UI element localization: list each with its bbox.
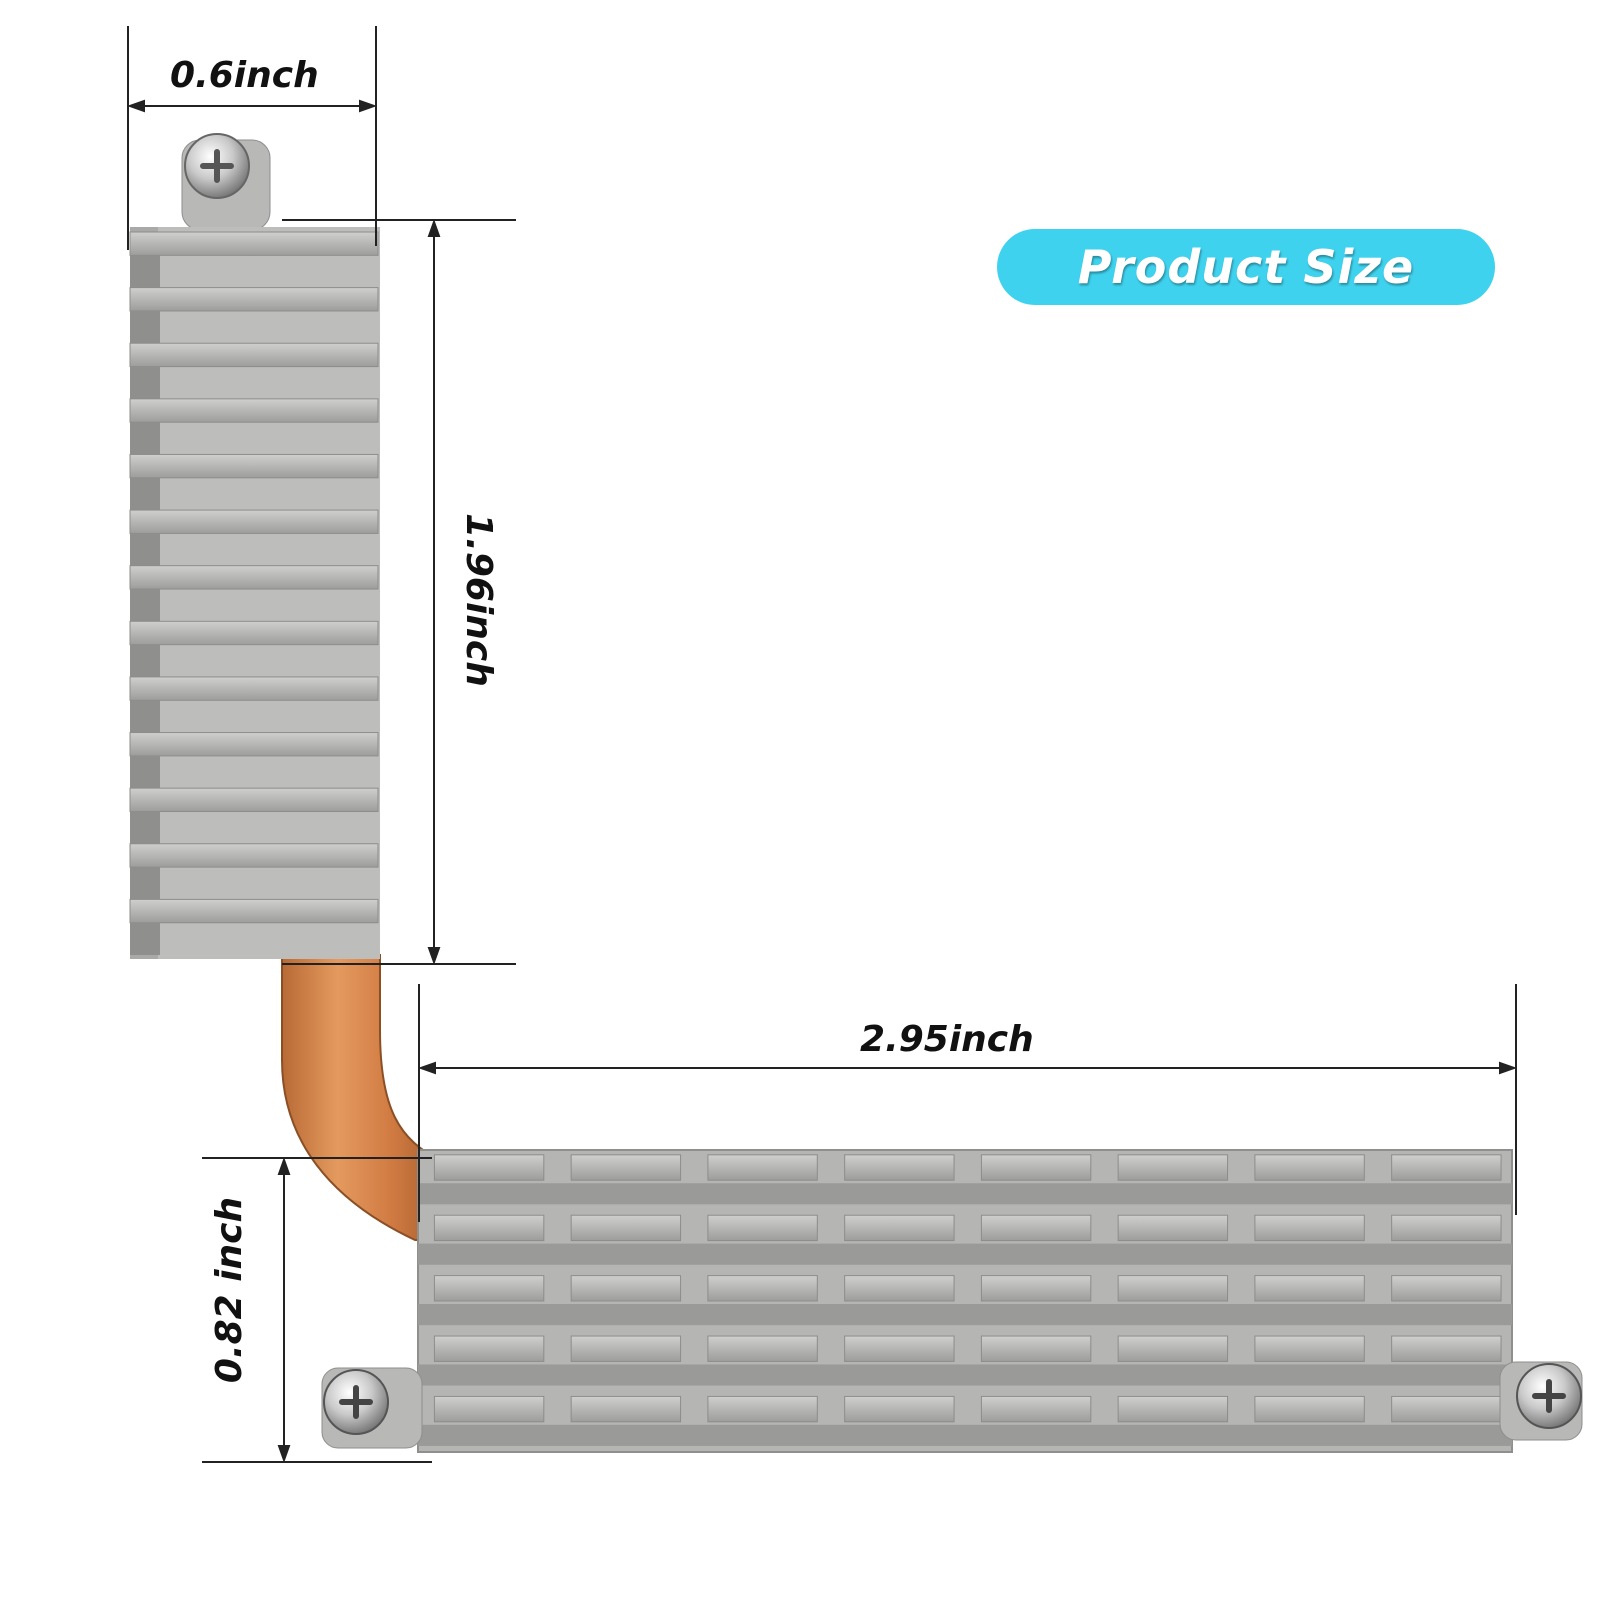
- horizontal-fin-block: [434, 1276, 543, 1301]
- vertical-fin-shadow: [130, 367, 160, 399]
- horizontal-fin-block: [845, 1215, 954, 1240]
- horizontal-fin-block: [1255, 1396, 1364, 1421]
- vertical-fin: [130, 677, 378, 700]
- horizontal-fin-groove: [418, 1425, 1512, 1446]
- product-size-badge: [997, 229, 1495, 305]
- vertical-fin: [130, 232, 378, 255]
- horizontal-fin-block: [708, 1396, 817, 1421]
- vertical-fin-shadow: [130, 756, 160, 788]
- horizontal-fin-block: [1255, 1155, 1364, 1180]
- vertical-fin-shadow: [130, 923, 160, 955]
- vertical-fin-shadow: [130, 255, 160, 287]
- vertical-fin-shadow: [130, 422, 160, 454]
- vertical-fin: [130, 343, 378, 366]
- vertical-height-label: 1.96inch: [458, 513, 499, 687]
- horizontal-fin-block: [571, 1215, 680, 1240]
- horizontal-length-label: 2.95inch: [860, 1019, 1034, 1060]
- vertical-fin-shadow: [130, 645, 160, 677]
- horizontal-fin-block: [1392, 1336, 1501, 1361]
- vertical-fin: [130, 510, 378, 533]
- horizontal-fin-block: [571, 1336, 680, 1361]
- horizontal-fin-block: [981, 1155, 1090, 1180]
- vertical-fin: [130, 399, 378, 422]
- horizontal-fin-block: [1392, 1276, 1501, 1301]
- horizontal-fin-block: [981, 1276, 1090, 1301]
- horizontal-fin-groove: [418, 1304, 1512, 1325]
- vertical-fin: [130, 844, 378, 867]
- vertical-fin: [130, 621, 378, 644]
- horizontal-fin-block: [1392, 1155, 1501, 1180]
- horizontal-fin-block: [981, 1336, 1090, 1361]
- vertical-fin-shadow: [130, 533, 160, 565]
- top-width-label: 0.6inch: [170, 55, 319, 96]
- horizontal-fin-block: [571, 1396, 680, 1421]
- horizontal-fin-block: [845, 1336, 954, 1361]
- horizontal-fin-block: [434, 1396, 543, 1421]
- horizontal-height-label: 0.82 inch: [209, 1196, 250, 1384]
- vertical-fin: [130, 288, 378, 311]
- vertical-fin: [130, 788, 378, 811]
- horizontal-fin-block: [1392, 1215, 1501, 1240]
- vertical-fin-shadow: [130, 478, 160, 510]
- product-size-title: Product Size: [1077, 240, 1415, 294]
- horizontal-fin-block: [1118, 1276, 1227, 1301]
- horizontal-fin-block: [434, 1155, 543, 1180]
- vertical-fin-shadow: [130, 867, 160, 899]
- horizontal-fin-block: [981, 1396, 1090, 1421]
- horizontal-fin-block: [434, 1336, 543, 1361]
- horizontal-fin-groove: [418, 1364, 1512, 1385]
- horizontal-fin-block: [1255, 1276, 1364, 1301]
- horizontal-fin-block: [1118, 1396, 1227, 1421]
- horizontal-fin-block: [571, 1276, 680, 1301]
- horizontal-fin-block: [845, 1276, 954, 1301]
- horizontal-fin-block: [1255, 1215, 1364, 1240]
- horizontal-fin-block: [708, 1155, 817, 1180]
- vertical-fin-shadow: [130, 589, 160, 621]
- vertical-fin: [130, 566, 378, 589]
- horizontal-fin-block: [845, 1396, 954, 1421]
- horizontal-fin-block: [1392, 1396, 1501, 1421]
- horizontal-fin-block: [708, 1215, 817, 1240]
- copper-heat-pipe: [282, 955, 440, 1240]
- vertical-fin: [130, 454, 378, 477]
- vertical-fin: [130, 733, 378, 756]
- vertical-fin-shadow: [130, 812, 160, 844]
- horizontal-fin-block: [571, 1155, 680, 1180]
- horizontal-fin-block: [1118, 1215, 1227, 1240]
- horizontal-fin-block: [1118, 1336, 1227, 1361]
- vertical-fin: [130, 899, 378, 922]
- horizontal-heatsink: [418, 1150, 1512, 1452]
- horizontal-fin-block: [434, 1215, 543, 1240]
- horizontal-fin-block: [708, 1276, 817, 1301]
- vertical-heatsink: [130, 227, 380, 959]
- horizontal-fin-block: [845, 1155, 954, 1180]
- vertical-fin-shadow: [130, 311, 160, 343]
- horizontal-fin-block: [708, 1336, 817, 1361]
- horizontal-fin-block: [981, 1215, 1090, 1240]
- horizontal-fin-groove: [418, 1244, 1512, 1265]
- horizontal-fin-groove: [418, 1183, 1512, 1204]
- vertical-fin-shadow: [130, 700, 160, 732]
- horizontal-fin-block: [1118, 1155, 1227, 1180]
- horizontal-fin-block: [1255, 1336, 1364, 1361]
